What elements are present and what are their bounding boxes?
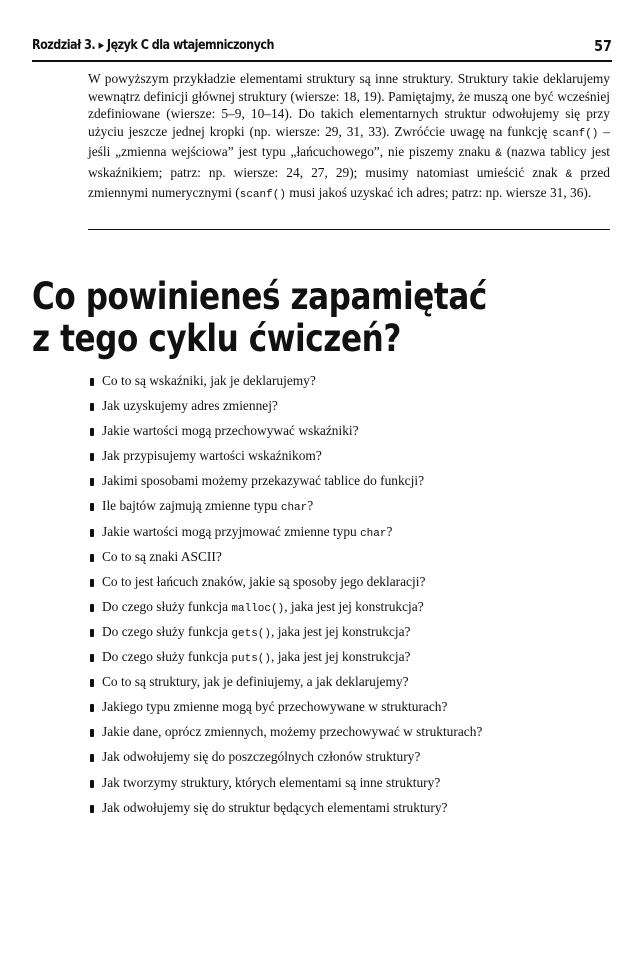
- bullet-icon: [90, 679, 94, 687]
- question-text: Jak przypisujemy wartości wskaźnikom?: [102, 448, 322, 464]
- question-text-after: ?: [386, 523, 393, 539]
- bullet-icon: [90, 579, 94, 587]
- bullet-icon: [90, 403, 94, 411]
- question-text: Co to są struktury, jak je definiujemy, a jak deklarujemy?: [102, 674, 409, 690]
- question-text: Jakimi sposobami możemy przekazywać tablice do funkcji?: [102, 473, 425, 489]
- bullet-icon: [90, 529, 94, 537]
- question-item: [90, 574, 600, 599]
- question-item: [90, 724, 600, 749]
- question-text: Co to jest łańcuch znaków, jakie są sposoby jego deklaracji?: [102, 573, 426, 589]
- bullet-icon: [90, 604, 94, 612]
- inline-code: char: [280, 502, 308, 515]
- inline-code: &: [495, 148, 502, 160]
- inline-code: malloc(): [231, 602, 285, 615]
- bullet-icon: [90, 654, 94, 662]
- section-title-line-2: z tego cyklu ćwiczeń?: [32, 317, 401, 360]
- paragraph-text: musi jakoś uzyskać ich adres; patrz: np. wiersze 31, 36).: [285, 185, 592, 200]
- bullet-icon: [90, 754, 94, 762]
- question-text: Jakiego typu zmienne mogą być przechowywane w strukturach?: [102, 699, 448, 715]
- inline-code: gets(): [231, 627, 272, 640]
- question-text: Jak tworzymy struktury, których elementami są inne struktury?: [102, 774, 441, 790]
- paragraph-text: (nazwa tablicy jest wskaźnikiem; patrz: np. wiersze: 24, 27, 29); musimy natomiast umieścić znak: [88, 144, 611, 180]
- question-item: [90, 549, 600, 574]
- chapter-title: Rozdział 3. ▸ Język C dla wtajemniczonych: [32, 38, 274, 53]
- paragraph-text: – jeśli „zmienna wejściowa” jest typu „łańcuchowego”, nie piszemy znaku: [88, 123, 610, 159]
- inline-code: char: [360, 527, 387, 540]
- bullet-icon: [90, 478, 94, 486]
- bullet-icon: [90, 428, 94, 436]
- paragraph-text: W powyższym przykładzie elementami struktury są inne struktury. Struktury takie deklarujemy wewnątrz definicji głównej struktury (wiersze: 18, 19). Pamiętajmy, że muszą one być wcześniej zdefiniowane (wiersze: 5–9, 10–14). Do takich elementarnych struktur odwołujemy się przy użyciu jeszcze jednej kropki (np. wiersze: 29, 31, 33). Zwróćcie uwagę na funkcję: [88, 71, 610, 139]
- body-paragraph: [88, 70, 610, 205]
- question-text: Jak uzyskujemy adres zmiennej?: [102, 398, 278, 414]
- question-text: Jak odwołujemy się do struktur będących elementami struktury?: [102, 799, 448, 815]
- bullet-icon: [90, 453, 94, 461]
- question-text: Jakie dane, oprócz zmiennych, możemy przechowywać w strukturach?: [102, 724, 483, 740]
- question-text: Jakie wartości mogą przechowywać wskaźniki?: [102, 423, 359, 439]
- question-item: [90, 674, 600, 699]
- question-item: [90, 775, 600, 800]
- bullet-icon: [90, 554, 94, 562]
- question-item: [90, 749, 600, 774]
- bullet-icon: [90, 704, 94, 712]
- inline-code: scanf(): [239, 189, 286, 201]
- bullet-icon: [90, 805, 94, 813]
- bullet-icon: [90, 629, 94, 637]
- question-item: [90, 800, 600, 825]
- question-text-after: , jaka jest jej konstrukcja?: [271, 623, 411, 639]
- page-number: 57: [594, 37, 612, 55]
- paragraph-text: przed zmiennymi numerycznymi (: [88, 164, 610, 200]
- question-text: Ile bajtów zajmują zmienne typu: [102, 498, 281, 514]
- bullet-icon: [90, 503, 94, 511]
- section-divider: [88, 229, 610, 230]
- question-text: Jak odwołujemy się do poszczególnych członów struktury?: [102, 749, 421, 765]
- question-text: Do czego służy funkcja: [102, 649, 232, 665]
- question-item: [90, 373, 600, 398]
- section-title: [32, 276, 502, 360]
- question-text: Do czego służy funkcja: [102, 623, 232, 639]
- question-item: [90, 448, 600, 473]
- question-text: Co to są znaki ASCII?: [102, 548, 222, 564]
- running-header: [32, 38, 612, 62]
- question-item: [90, 624, 600, 649]
- question-text: Co to są wskaźniki, jak je deklarujemy?: [102, 373, 316, 388]
- inline-code: &: [565, 168, 573, 181]
- question-item: [90, 599, 600, 624]
- question-item: [90, 398, 600, 423]
- question-text: Do czego służy funkcja: [102, 598, 232, 614]
- inline-code: puts(): [231, 653, 272, 666]
- question-item: [90, 473, 600, 498]
- question-item: [90, 649, 600, 674]
- question-text-after: ?: [307, 498, 314, 514]
- inline-code: scanf(): [552, 127, 599, 140]
- question-text-after: , jaka jest jej konstrukcja?: [271, 649, 411, 665]
- question-item: [90, 498, 600, 523]
- question-text-after: , jaka jest jej konstrukcja?: [284, 598, 424, 614]
- bullet-icon: [90, 729, 94, 737]
- review-questions-list: [90, 373, 600, 825]
- question-item: [90, 423, 600, 448]
- bullet-icon: [90, 378, 94, 386]
- question-text: Jakie wartości mogą przyjmować zmienne typu: [102, 523, 361, 539]
- bullet-icon: [90, 780, 94, 788]
- question-item: [90, 699, 600, 724]
- section-title-line-1: Co powinieneś zapamiętać: [32, 275, 487, 318]
- question-item: [90, 524, 600, 549]
